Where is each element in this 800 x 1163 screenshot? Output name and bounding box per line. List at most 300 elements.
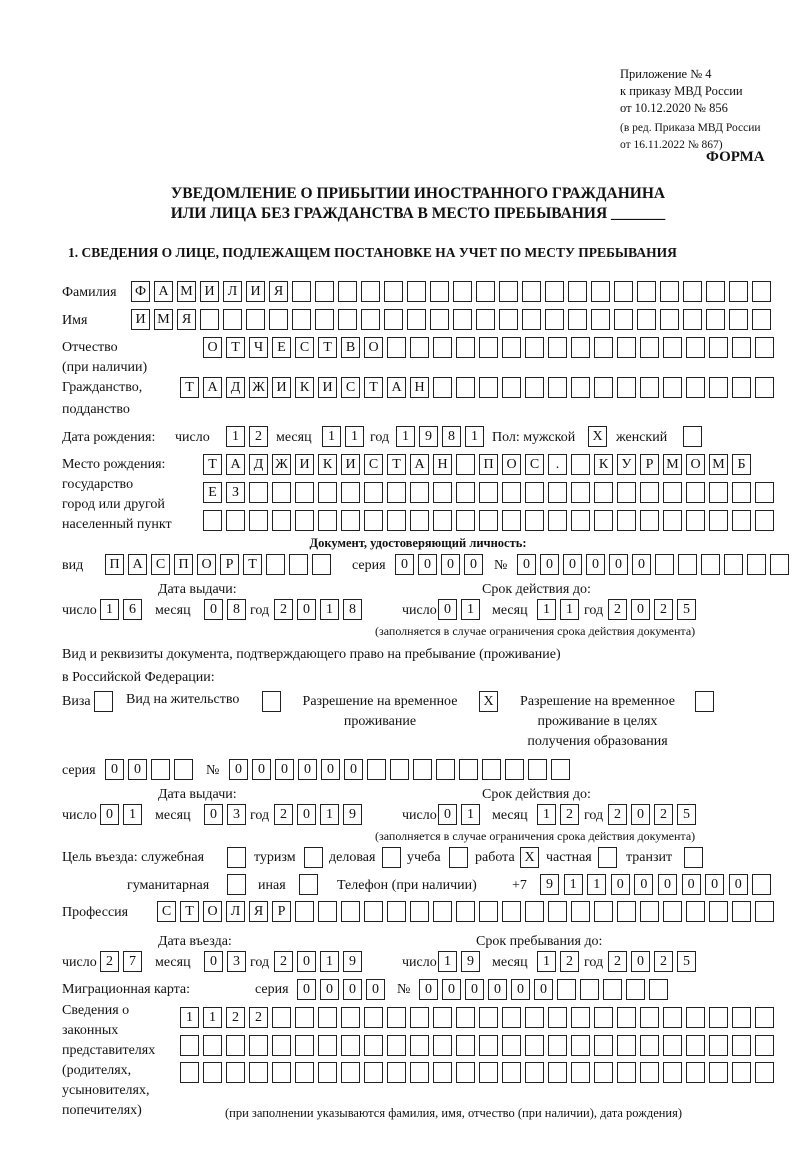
migration-series-field[interactable] <box>297 979 385 1000</box>
input-cell[interactable]: 0 <box>441 554 460 575</box>
input-cell[interactable] <box>341 901 360 922</box>
input-cell[interactable] <box>617 482 636 503</box>
input-cell[interactable]: Т <box>226 337 245 358</box>
input-cell[interactable]: У <box>617 454 636 475</box>
input-cell[interactable] <box>663 1062 682 1083</box>
input-cell[interactable]: 7 <box>123 951 142 972</box>
input-cell[interactable] <box>226 1035 245 1056</box>
input-cell[interactable] <box>410 510 429 531</box>
input-cell[interactable]: Л <box>223 281 242 302</box>
input-cell[interactable]: 0 <box>465 979 484 1000</box>
input-cell[interactable]: Р <box>220 554 239 575</box>
input-cell[interactable]: Ч <box>249 337 268 358</box>
doc-kind-field[interactable] <box>105 554 331 575</box>
input-cell[interactable]: 0 <box>438 804 457 825</box>
input-cell[interactable] <box>525 482 544 503</box>
input-cell[interactable] <box>174 759 193 780</box>
input-cell[interactable] <box>318 1062 337 1083</box>
input-cell[interactable] <box>479 1007 498 1028</box>
input-cell[interactable] <box>686 482 705 503</box>
input-cell[interactable]: 1 <box>320 951 339 972</box>
input-cell[interactable] <box>752 309 771 330</box>
input-cell[interactable] <box>617 510 636 531</box>
input-cell[interactable]: 1 <box>322 426 341 447</box>
input-cell[interactable] <box>479 377 498 398</box>
input-cell[interactable] <box>227 874 246 895</box>
input-cell[interactable] <box>755 510 774 531</box>
input-cell[interactable] <box>151 759 170 780</box>
input-cell[interactable]: Т <box>387 454 406 475</box>
input-cell[interactable] <box>227 847 246 868</box>
input-cell[interactable]: 0 <box>682 874 701 895</box>
input-cell[interactable] <box>614 309 633 330</box>
input-cell[interactable]: 0 <box>705 874 724 895</box>
input-cell[interactable] <box>289 554 308 575</box>
entry-month-field[interactable] <box>204 951 246 972</box>
input-cell[interactable]: Н <box>410 377 429 398</box>
input-cell[interactable] <box>548 901 567 922</box>
input-cell[interactable] <box>548 482 567 503</box>
input-cell[interactable] <box>318 1007 337 1028</box>
input-cell[interactable]: 2 <box>249 426 268 447</box>
input-cell[interactable] <box>436 759 455 780</box>
input-cell[interactable] <box>272 510 291 531</box>
input-cell[interactable]: 0 <box>609 554 628 575</box>
input-cell[interactable] <box>755 377 774 398</box>
input-cell[interactable] <box>180 1035 199 1056</box>
input-cell[interactable] <box>387 510 406 531</box>
input-cell[interactable]: И <box>295 454 314 475</box>
migration-number-field[interactable] <box>419 979 668 1000</box>
input-cell[interactable]: В <box>341 337 360 358</box>
input-cell[interactable]: 0 <box>611 874 630 895</box>
input-cell[interactable] <box>660 309 679 330</box>
input-cell[interactable] <box>482 759 501 780</box>
input-cell[interactable] <box>640 1062 659 1083</box>
purpose-private-checkbox[interactable] <box>598 847 617 868</box>
input-cell[interactable]: 1 <box>100 599 119 620</box>
input-cell[interactable]: 0 <box>658 874 677 895</box>
input-cell[interactable]: 0 <box>464 554 483 575</box>
reps-field-2[interactable] <box>180 1035 774 1056</box>
input-cell[interactable] <box>545 281 564 302</box>
input-cell[interactable]: 2 <box>274 599 293 620</box>
input-cell[interactable] <box>660 281 679 302</box>
input-cell[interactable] <box>755 1007 774 1028</box>
input-cell[interactable] <box>318 482 337 503</box>
input-cell[interactable] <box>387 337 406 358</box>
input-cell[interactable] <box>384 309 403 330</box>
input-cell[interactable] <box>387 1062 406 1083</box>
input-cell[interactable]: 0 <box>442 979 461 1000</box>
input-cell[interactable] <box>476 281 495 302</box>
input-cell[interactable] <box>341 1035 360 1056</box>
input-cell[interactable] <box>433 377 452 398</box>
input-cell[interactable]: Ф <box>131 281 150 302</box>
input-cell[interactable] <box>571 482 590 503</box>
input-cell[interactable] <box>367 759 386 780</box>
input-cell[interactable]: К <box>318 454 337 475</box>
input-cell[interactable] <box>200 309 219 330</box>
input-cell[interactable] <box>709 377 728 398</box>
input-cell[interactable] <box>456 1007 475 1028</box>
input-cell[interactable]: П <box>105 554 124 575</box>
input-cell[interactable] <box>341 1062 360 1083</box>
input-cell[interactable] <box>755 1035 774 1056</box>
input-cell[interactable]: 0 <box>344 759 363 780</box>
input-cell[interactable]: 1 <box>345 426 364 447</box>
input-cell[interactable]: 0 <box>275 759 294 780</box>
input-cell[interactable] <box>617 901 636 922</box>
right-valid-year-field[interactable] <box>608 804 696 825</box>
input-cell[interactable] <box>364 1062 383 1083</box>
citizenship-field[interactable] <box>180 377 774 398</box>
input-cell[interactable] <box>594 377 613 398</box>
input-cell[interactable]: Н <box>433 454 452 475</box>
input-cell[interactable] <box>683 426 702 447</box>
input-cell[interactable]: 2 <box>654 599 673 620</box>
input-cell[interactable]: Я <box>249 901 268 922</box>
input-cell[interactable]: С <box>364 454 383 475</box>
input-cell[interactable] <box>295 482 314 503</box>
input-cell[interactable] <box>594 337 613 358</box>
input-cell[interactable] <box>732 901 751 922</box>
input-cell[interactable]: 2 <box>274 951 293 972</box>
input-cell[interactable] <box>502 1007 521 1028</box>
input-cell[interactable]: А <box>154 281 173 302</box>
input-cell[interactable]: 1 <box>203 1007 222 1028</box>
input-cell[interactable]: 2 <box>274 804 293 825</box>
input-cell[interactable]: 0 <box>297 804 316 825</box>
input-cell[interactable]: 0 <box>418 554 437 575</box>
input-cell[interactable] <box>341 482 360 503</box>
input-cell[interactable] <box>617 377 636 398</box>
birth-day-field[interactable] <box>226 426 268 447</box>
input-cell[interactable] <box>272 1007 291 1028</box>
input-cell[interactable] <box>364 510 383 531</box>
birth-place-field-1[interactable] <box>203 454 751 475</box>
input-cell[interactable] <box>315 281 334 302</box>
input-cell[interactable] <box>706 309 725 330</box>
input-cell[interactable] <box>594 510 613 531</box>
input-cell[interactable] <box>459 759 478 780</box>
input-cell[interactable] <box>663 901 682 922</box>
input-cell[interactable] <box>686 901 705 922</box>
input-cell[interactable] <box>686 337 705 358</box>
input-cell[interactable]: 2 <box>608 599 627 620</box>
input-cell[interactable]: М <box>709 454 728 475</box>
input-cell[interactable] <box>387 1007 406 1028</box>
input-cell[interactable] <box>387 901 406 922</box>
input-cell[interactable] <box>663 337 682 358</box>
input-cell[interactable] <box>410 1062 429 1083</box>
input-cell[interactable]: 1 <box>461 804 480 825</box>
input-cell[interactable]: 0 <box>105 759 124 780</box>
input-cell[interactable] <box>709 901 728 922</box>
input-cell[interactable] <box>591 281 610 302</box>
input-cell[interactable] <box>433 1035 452 1056</box>
input-cell[interactable] <box>479 482 498 503</box>
input-cell[interactable]: Р <box>640 454 659 475</box>
input-cell[interactable]: 8 <box>442 426 461 447</box>
input-cell[interactable] <box>732 1062 751 1083</box>
input-cell[interactable] <box>548 1007 567 1028</box>
input-cell[interactable] <box>617 337 636 358</box>
input-cell[interactable]: Е <box>203 482 222 503</box>
input-cell[interactable] <box>479 1062 498 1083</box>
reps-field-3[interactable] <box>180 1062 774 1083</box>
input-cell[interactable]: А <box>128 554 147 575</box>
input-cell[interactable] <box>709 510 728 531</box>
input-cell[interactable] <box>522 281 541 302</box>
input-cell[interactable] <box>430 309 449 330</box>
input-cell[interactable]: 0 <box>343 979 362 1000</box>
input-cell[interactable] <box>571 454 590 475</box>
input-cell[interactable] <box>752 874 771 895</box>
temp-checkbox[interactable] <box>479 691 498 712</box>
input-cell[interactable]: 0 <box>204 599 223 620</box>
phone-field[interactable] <box>540 874 771 895</box>
input-cell[interactable] <box>594 1007 613 1028</box>
input-cell[interactable]: Т <box>180 377 199 398</box>
input-cell[interactable]: 2 <box>654 951 673 972</box>
input-cell[interactable]: 0 <box>395 554 414 575</box>
input-cell[interactable] <box>413 759 432 780</box>
input-cell[interactable] <box>502 377 521 398</box>
input-cell[interactable] <box>502 482 521 503</box>
input-cell[interactable] <box>580 979 599 1000</box>
input-cell[interactable]: С <box>341 377 360 398</box>
input-cell[interactable] <box>683 281 702 302</box>
input-cell[interactable] <box>295 1035 314 1056</box>
input-cell[interactable] <box>755 482 774 503</box>
right-number-field[interactable] <box>229 759 570 780</box>
input-cell[interactable] <box>262 691 281 712</box>
input-cell[interactable] <box>684 847 703 868</box>
input-cell[interactable] <box>456 1035 475 1056</box>
input-cell[interactable] <box>387 482 406 503</box>
input-cell[interactable]: 0 <box>297 979 316 1000</box>
input-cell[interactable] <box>732 377 751 398</box>
input-cell[interactable] <box>732 510 751 531</box>
input-cell[interactable] <box>594 901 613 922</box>
input-cell[interactable] <box>663 1007 682 1028</box>
input-cell[interactable] <box>525 1062 544 1083</box>
input-cell[interactable] <box>755 1062 774 1083</box>
input-cell[interactable]: 2 <box>608 804 627 825</box>
input-cell[interactable]: 0 <box>366 979 385 1000</box>
input-cell[interactable] <box>272 1035 291 1056</box>
input-cell[interactable]: 0 <box>100 804 119 825</box>
input-cell[interactable]: 0 <box>438 599 457 620</box>
input-cell[interactable]: Б <box>732 454 751 475</box>
input-cell[interactable]: 5 <box>677 804 696 825</box>
input-cell[interactable] <box>640 1007 659 1028</box>
input-cell[interactable] <box>649 979 668 1000</box>
input-cell[interactable] <box>594 1062 613 1083</box>
input-cell[interactable]: Я <box>269 281 288 302</box>
input-cell[interactable]: 0 <box>297 599 316 620</box>
input-cell[interactable]: 2 <box>654 804 673 825</box>
input-cell[interactable]: И <box>246 281 265 302</box>
input-cell[interactable]: 0 <box>204 951 223 972</box>
input-cell[interactable] <box>249 482 268 503</box>
input-cell[interactable]: 1 <box>465 426 484 447</box>
input-cell[interactable] <box>299 874 318 895</box>
input-cell[interactable]: И <box>318 377 337 398</box>
input-cell[interactable] <box>571 1035 590 1056</box>
sex-male-checkbox[interactable] <box>588 426 607 447</box>
input-cell[interactable]: 0 <box>729 874 748 895</box>
input-cell[interactable] <box>732 482 751 503</box>
input-cell[interactable] <box>249 1062 268 1083</box>
input-cell[interactable] <box>364 1007 383 1028</box>
input-cell[interactable] <box>295 1062 314 1083</box>
input-cell[interactable] <box>295 1007 314 1028</box>
input-cell[interactable]: 3 <box>227 804 246 825</box>
input-cell[interactable] <box>502 510 521 531</box>
input-cell[interactable]: 1 <box>438 951 457 972</box>
input-cell[interactable] <box>456 482 475 503</box>
purpose-humanitarian-checkbox[interactable] <box>227 874 246 895</box>
input-cell[interactable]: М <box>663 454 682 475</box>
input-cell[interactable] <box>525 1007 544 1028</box>
input-cell[interactable] <box>571 377 590 398</box>
input-cell[interactable]: С <box>525 454 544 475</box>
input-cell[interactable] <box>433 482 452 503</box>
input-cell[interactable] <box>617 1062 636 1083</box>
input-cell[interactable] <box>594 1035 613 1056</box>
input-cell[interactable] <box>223 309 242 330</box>
right-issue-year-field[interactable] <box>274 804 362 825</box>
input-cell[interactable] <box>410 1007 429 1028</box>
input-cell[interactable] <box>686 510 705 531</box>
input-cell[interactable] <box>315 309 334 330</box>
input-cell[interactable] <box>663 1035 682 1056</box>
doc-series-field[interactable] <box>395 554 483 575</box>
input-cell[interactable] <box>747 554 766 575</box>
input-cell[interactable] <box>522 309 541 330</box>
input-cell[interactable]: 0 <box>534 979 553 1000</box>
input-cell[interactable] <box>364 482 383 503</box>
input-cell[interactable]: 9 <box>540 874 559 895</box>
input-cell[interactable] <box>453 281 472 302</box>
input-cell[interactable] <box>203 510 222 531</box>
input-cell[interactable]: Е <box>272 337 291 358</box>
input-cell[interactable] <box>456 377 475 398</box>
input-cell[interactable] <box>678 554 697 575</box>
input-cell[interactable] <box>528 759 547 780</box>
input-cell[interactable] <box>456 337 475 358</box>
input-cell[interactable]: А <box>203 377 222 398</box>
temp-edu-checkbox[interactable] <box>695 691 714 712</box>
input-cell[interactable]: 0 <box>320 979 339 1000</box>
input-cell[interactable] <box>617 1035 636 1056</box>
input-cell[interactable] <box>548 337 567 358</box>
input-cell[interactable] <box>295 510 314 531</box>
profession-field[interactable] <box>157 901 774 922</box>
input-cell[interactable]: 9 <box>343 951 362 972</box>
input-cell[interactable] <box>479 1035 498 1056</box>
input-cell[interactable] <box>729 309 748 330</box>
input-cell[interactable] <box>525 901 544 922</box>
input-cell[interactable] <box>433 1007 452 1028</box>
input-cell[interactable] <box>755 901 774 922</box>
input-cell[interactable] <box>456 1062 475 1083</box>
doc-valid-year-field[interactable] <box>608 599 696 620</box>
input-cell[interactable] <box>568 309 587 330</box>
input-cell[interactable]: 9 <box>419 426 438 447</box>
input-cell[interactable] <box>663 377 682 398</box>
input-cell[interactable] <box>390 759 409 780</box>
residence-checkbox[interactable] <box>262 691 281 712</box>
input-cell[interactable] <box>640 510 659 531</box>
input-cell[interactable] <box>598 847 617 868</box>
input-cell[interactable] <box>502 337 521 358</box>
doc-valid-day-field[interactable] <box>438 599 480 620</box>
input-cell[interactable]: 1 <box>320 804 339 825</box>
input-cell[interactable]: 0 <box>634 874 653 895</box>
input-cell[interactable] <box>594 482 613 503</box>
input-cell[interactable]: X <box>588 426 607 447</box>
input-cell[interactable] <box>732 337 751 358</box>
purpose-other-checkbox[interactable] <box>299 874 318 895</box>
input-cell[interactable] <box>603 979 622 1000</box>
surname-field[interactable] <box>131 281 771 302</box>
input-cell[interactable]: С <box>295 337 314 358</box>
input-cell[interactable] <box>410 1035 429 1056</box>
input-cell[interactable]: А <box>226 454 245 475</box>
input-cell[interactable] <box>249 510 268 531</box>
input-cell[interactable]: 1 <box>123 804 142 825</box>
input-cell[interactable] <box>203 1035 222 1056</box>
input-cell[interactable]: 1 <box>461 599 480 620</box>
input-cell[interactable] <box>571 510 590 531</box>
input-cell[interactable] <box>433 337 452 358</box>
input-cell[interactable]: Р <box>272 901 291 922</box>
right-issue-month-field[interactable] <box>204 804 246 825</box>
input-cell[interactable]: 1 <box>537 804 556 825</box>
input-cell[interactable] <box>341 1007 360 1028</box>
input-cell[interactable] <box>571 1007 590 1028</box>
input-cell[interactable] <box>246 309 265 330</box>
input-cell[interactable] <box>551 759 570 780</box>
input-cell[interactable]: 0 <box>586 554 605 575</box>
input-cell[interactable]: 2 <box>608 951 627 972</box>
input-cell[interactable] <box>318 510 337 531</box>
input-cell[interactable]: 0 <box>488 979 507 1000</box>
patronymic-field[interactable] <box>203 337 774 358</box>
input-cell[interactable] <box>568 281 587 302</box>
input-cell[interactable] <box>456 454 475 475</box>
input-cell[interactable]: Д <box>249 454 268 475</box>
input-cell[interactable] <box>479 510 498 531</box>
input-cell[interactable]: О <box>364 337 383 358</box>
input-cell[interactable] <box>94 691 113 712</box>
input-cell[interactable]: 0 <box>631 599 650 620</box>
input-cell[interactable]: 1 <box>180 1007 199 1028</box>
input-cell[interactable] <box>663 510 682 531</box>
input-cell[interactable]: А <box>387 377 406 398</box>
input-cell[interactable] <box>548 510 567 531</box>
input-cell[interactable]: 1 <box>226 426 245 447</box>
sex-female-checkbox[interactable] <box>683 426 702 447</box>
input-cell[interactable] <box>312 554 331 575</box>
input-cell[interactable] <box>456 510 475 531</box>
input-cell[interactable] <box>295 901 314 922</box>
input-cell[interactable] <box>407 309 426 330</box>
input-cell[interactable] <box>433 1062 452 1083</box>
